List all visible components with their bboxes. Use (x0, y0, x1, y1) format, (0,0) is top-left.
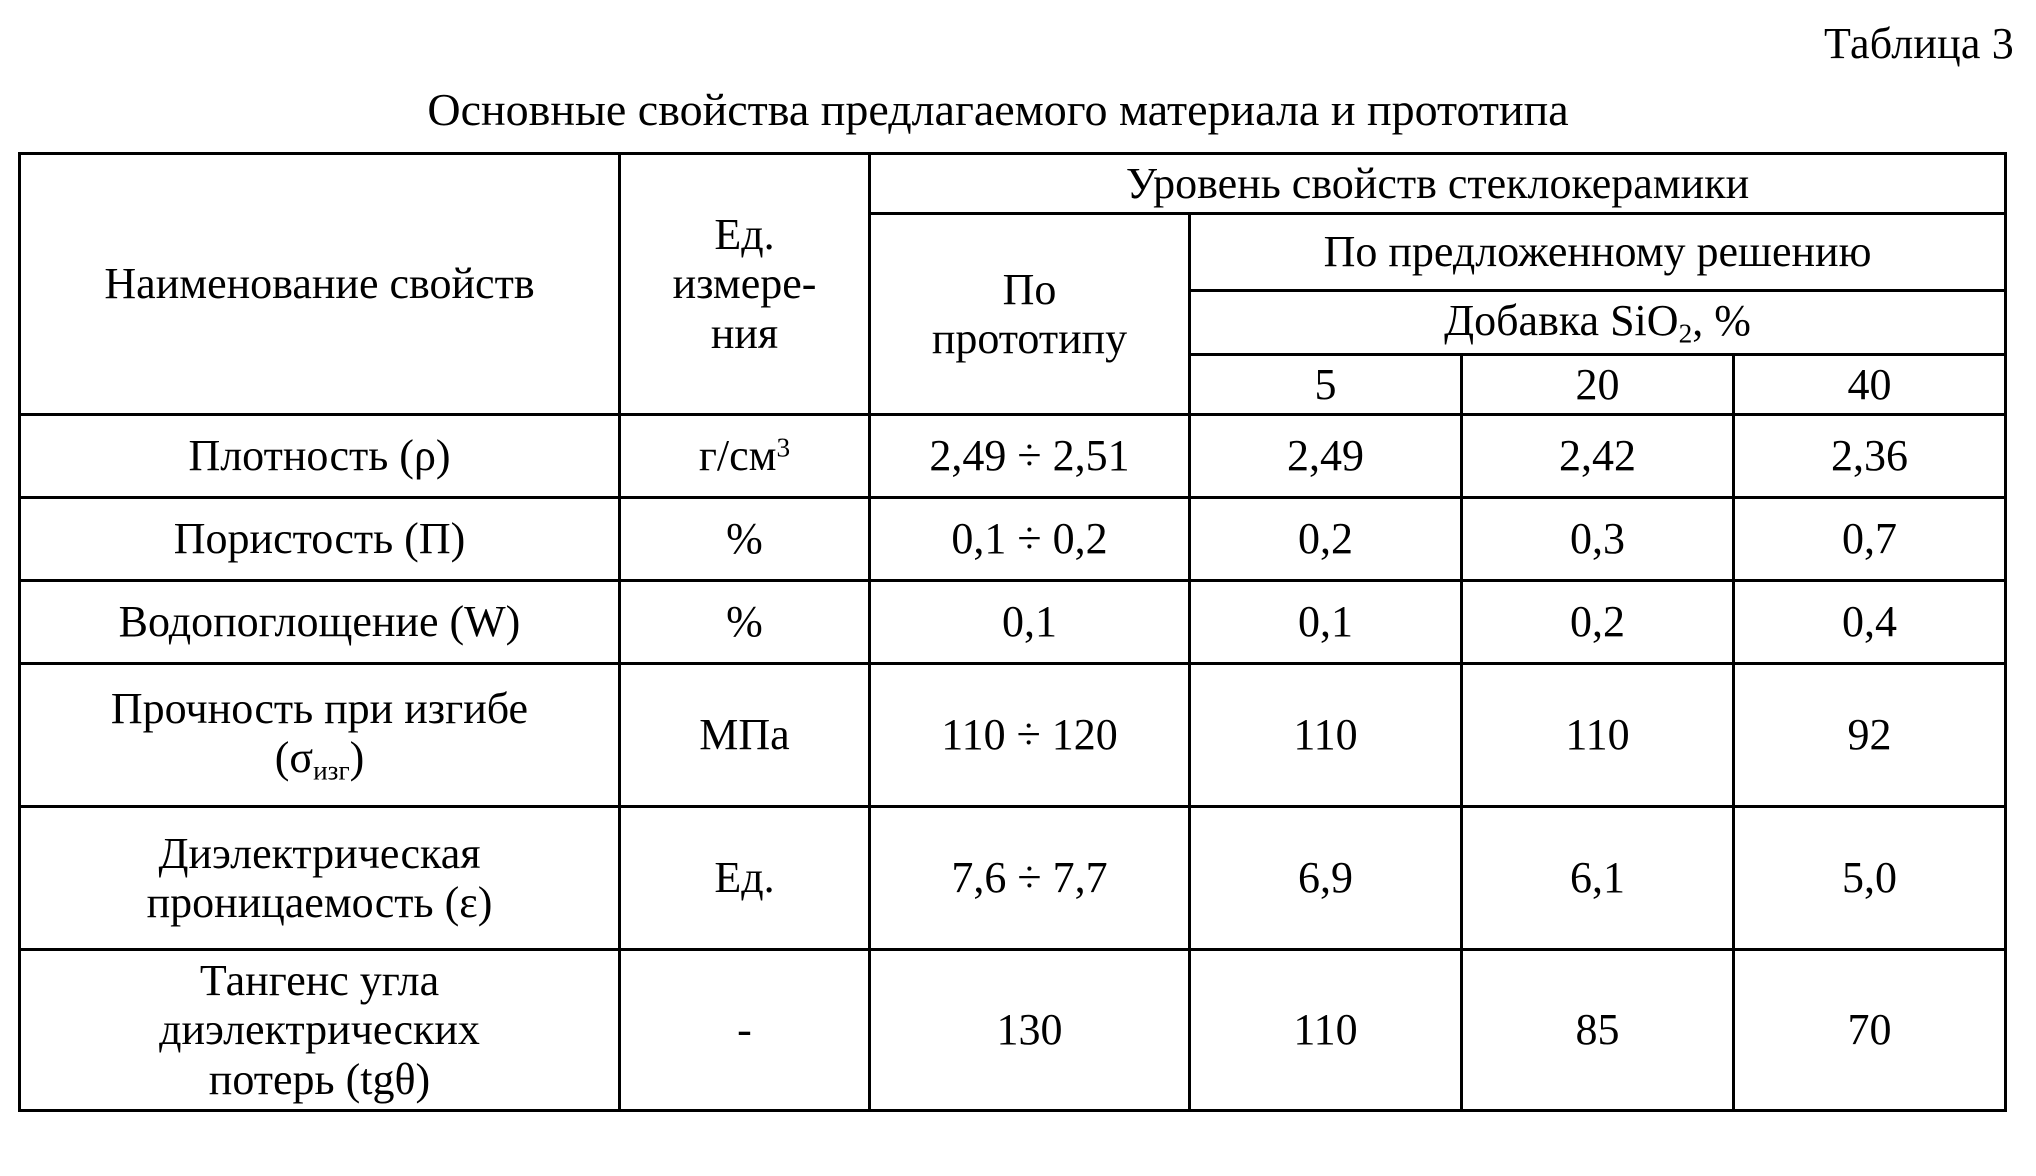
header-unit-line2: измере- (672, 259, 817, 309)
header-additive-20: 20 (1462, 354, 1734, 414)
row-unit-text: г/см (698, 431, 777, 481)
row-value-5: 6,9 (1190, 807, 1462, 950)
row-value-5: 0,2 (1190, 498, 1462, 581)
row-value-40: 70 (1734, 950, 2006, 1111)
row-prototype-value: 0,1 ÷ 0,2 (870, 498, 1190, 581)
row-value-40: 0,4 (1734, 581, 2006, 664)
row-value-40: 2,36 (1734, 415, 2006, 498)
row-value-5: 2,49 (1190, 415, 1462, 498)
table-row (20, 498, 2006, 581)
header-level-group: Уровень свойств стеклокерамики (870, 154, 2006, 214)
row-value-20: 2,42 (1462, 415, 1734, 498)
row-unit (620, 807, 870, 950)
row-value-20: 85 (1462, 950, 1734, 1111)
row-name (20, 950, 620, 1111)
row-unit-text: Ед. (714, 853, 775, 903)
table-number: Таблица 3 (1824, 19, 2014, 68)
row-name-line2: проницаемость (ε) (146, 878, 493, 927)
row-unit (620, 581, 870, 664)
row-unit (620, 415, 870, 498)
properties-table (18, 152, 2007, 1112)
row-name: Пористость (П) (20, 498, 620, 581)
row-name-line2-sub: изг (313, 755, 350, 786)
row-name (20, 664, 620, 807)
row-name-line2-pre: (σ (274, 733, 314, 783)
row-prototype-value: 130 (870, 950, 1190, 1111)
row-unit (620, 950, 870, 1111)
header-additive (1190, 290, 2006, 354)
header-additive-post: , % (1692, 295, 1751, 345)
row-value-5: 0,1 (1190, 581, 1462, 664)
row-name (20, 807, 620, 950)
row-value-40: 5,0 (1734, 807, 2006, 950)
row-value-5: 110 (1190, 664, 1462, 807)
table-header (20, 154, 2006, 415)
row-unit-text: - (737, 1005, 752, 1055)
row-unit (620, 498, 870, 581)
row-value-40: 92 (1734, 664, 2006, 807)
header-additive-sub: 2 (1678, 318, 1693, 349)
table-caption: Основные свойства предлагаемого материала и прототипа (427, 84, 1569, 135)
row-value-20: 0,3 (1462, 498, 1734, 581)
row-name: Плотность (ρ) (20, 415, 620, 498)
row-name-line1: Прочность при изгибе (110, 683, 529, 733)
row-name-line1: Диэлектрическая (158, 828, 481, 878)
header-proposed-group: По предложенному решению (1190, 214, 2006, 290)
row-prototype-value: 0,1 (870, 581, 1190, 664)
row-value-40: 0,7 (1734, 498, 2006, 581)
row-unit-text: % (726, 514, 763, 564)
header-property-name: Наименование свойств (20, 154, 620, 415)
table-row (20, 664, 2006, 807)
row-prototype-value: 2,49 ÷ 2,51 (870, 415, 1190, 498)
row-name-line2: диэлектрических (159, 1005, 480, 1055)
row-unit-text: % (726, 597, 763, 647)
table-row (20, 581, 2006, 664)
header-prototype-line2: прототипу (931, 314, 1128, 364)
header-unit-line1: Ед. (714, 210, 775, 260)
table-row (20, 950, 2006, 1111)
table-row (20, 807, 2006, 950)
header-prototype (870, 214, 1190, 415)
row-unit-text: МПа (699, 710, 790, 760)
row-unit (620, 664, 870, 807)
row-value-20: 110 (1462, 664, 1734, 807)
row-prototype-value: 7,6 ÷ 7,7 (870, 807, 1190, 950)
row-name-line3: потерь (tgθ) (208, 1054, 431, 1104)
header-row-1 (20, 154, 2006, 214)
header-prototype-line1: По (1002, 264, 1057, 314)
header-unit (620, 154, 870, 415)
table-row (20, 415, 2006, 498)
header-additive-40: 40 (1734, 354, 2006, 414)
row-value-5: 110 (1190, 950, 1462, 1111)
table-body (20, 415, 2006, 1111)
header-additive-pre: Добавка SiO (1444, 295, 1679, 345)
header-unit-line3: ния (710, 308, 779, 358)
row-value-20: 0,2 (1462, 581, 1734, 664)
row-unit-sup: 3 (776, 432, 791, 463)
row-name-line2-post: ) (349, 733, 365, 783)
row-name: Водопоглощение (W) (20, 581, 620, 664)
row-prototype-value: 110 ÷ 120 (870, 664, 1190, 807)
row-name-line1: Тангенс угла (199, 956, 440, 1006)
row-value-20: 6,1 (1462, 807, 1734, 950)
header-additive-5: 5 (1190, 354, 1462, 414)
